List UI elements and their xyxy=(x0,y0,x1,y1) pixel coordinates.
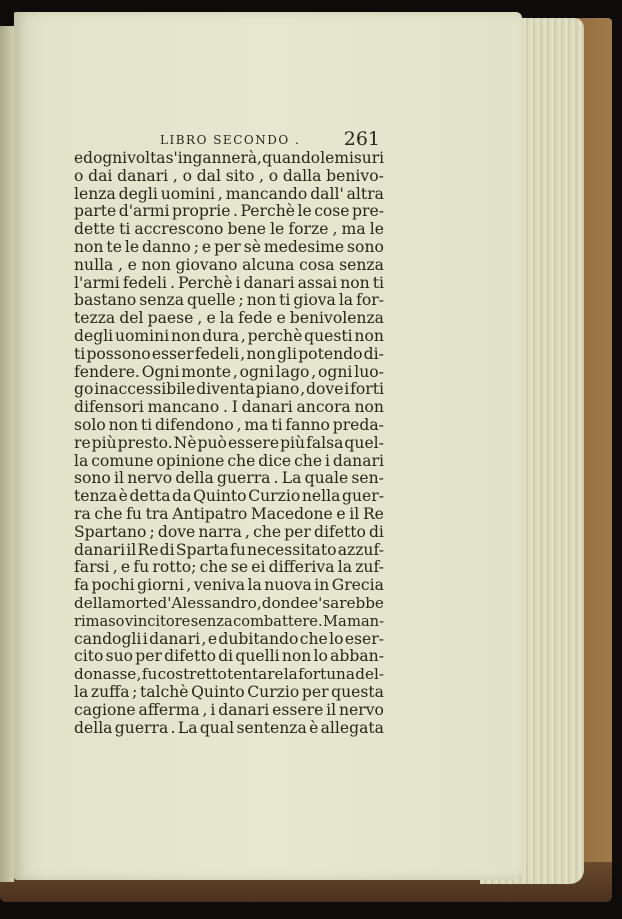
text-line: fa pochi giorni , veniva la nuova in Grecia xyxy=(74,576,384,595)
text-line: o dai danari , o dal sito , o dalla benivo- xyxy=(74,166,384,185)
text-line: ra che fu tra Antipatro Macedone e il Re xyxy=(74,504,384,523)
text-line: difensori mancano . I danari ancora non xyxy=(74,398,384,417)
text-line: non te le danno ; e per sè medesime sono xyxy=(74,237,384,256)
text-line: re più presto. Nè può essere più falsa quel- xyxy=(74,433,384,452)
text-line: ed ogni volta s'ingannerà, quando le misuri xyxy=(74,149,384,167)
text-line: dette ti accrescono bene le forze , ma le xyxy=(74,220,384,239)
text-line: nulla , e non giovano alcuna cosa senza xyxy=(74,255,384,274)
text-line: candogli i danari , e dubitando che lo eser- xyxy=(74,629,384,648)
text-line: della morte d'Alessandro , donde e' sarebbe xyxy=(74,593,384,612)
text-line: donasse , fu costretto tentare la fortuna del- xyxy=(74,665,384,684)
facing-page-edge xyxy=(0,26,14,882)
text-line: solo non ti difendono , ma ti fanno preda- xyxy=(74,415,384,434)
text-line: degli uomini non dura , perchè questi non xyxy=(74,326,384,345)
page-number: 261 xyxy=(343,128,380,150)
text-line: sono il nervo della guerra . La quale sen- xyxy=(74,469,384,488)
text-line: Spartano ; dove narra , che per difetto di xyxy=(74,522,384,541)
text-line: della guerra . La qual sentenza è allegata xyxy=(74,718,384,737)
text-line: bastano senza quelle ; non ti giova la for- xyxy=(74,291,384,310)
text-line: lenza degli uomini , mancando dall' altra xyxy=(74,184,384,203)
body-text xyxy=(74,150,384,737)
text-line: rimaso vincitore senza combattere. Ma man- xyxy=(74,612,384,630)
text-line: tenza è detta da Quinto Curzio nella guer- xyxy=(74,487,384,506)
running-head: LIBRO SECONDO . xyxy=(160,133,301,147)
text-line: la zuffa ; talchè Quinto Curzio per questa xyxy=(74,682,384,701)
text-line: danari il Re di Sparta fu necessitato azzuf- xyxy=(74,540,384,559)
text-line: cagione afferma , i danari essere il nervo xyxy=(74,700,384,719)
text-line: cito suo per difetto di quelli non lo abban- xyxy=(74,647,384,666)
text-line: fendere. Ogni monte , ogni lago , ogni luo- xyxy=(74,362,384,381)
text-line: la comune opinione che dice che i danari xyxy=(74,451,384,470)
text-line: tezza del paese , e la fede e benivolenza xyxy=(74,309,384,328)
text-line: go inaccessibile diventa piano , dove i forti xyxy=(74,380,384,399)
text-line: ti possono esser fedeli , non gli potendo di- xyxy=(74,344,384,363)
text-line: l'armi fedeli . Perchè i danari assai non ti xyxy=(74,273,384,292)
text-line: parte d'armi proprie . Perchè le cose pre- xyxy=(74,202,384,221)
text-line: farsi , e fu rotto; che se ei differiva la zuf- xyxy=(74,558,384,577)
